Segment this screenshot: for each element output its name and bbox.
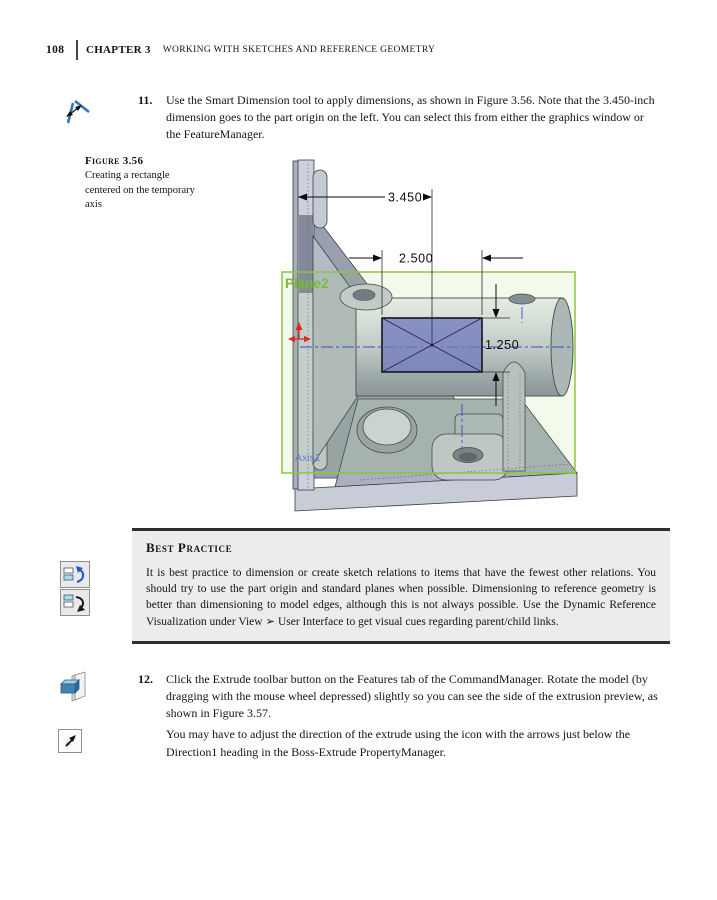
figure-caption-text: Creating a rectangle centered on the temporary axis	[85, 170, 195, 210]
chapter-label: CHAPTER 3	[85, 44, 151, 56]
dim-2500-text: 2.500	[399, 251, 434, 266]
step-12-number: 12.	[138, 672, 153, 686]
dim-3450-text: 3.450	[388, 190, 423, 205]
extruded-boss-icon	[58, 671, 90, 708]
figure-caption	[85, 155, 203, 213]
axis1-label: Axis1	[295, 452, 321, 464]
reverse-direction-icon	[60, 561, 90, 588]
best-practice-body: It is best practice to dimension or create sketch relations to items that have the fewest other relations. You should try to use the part origin and standard planes when possible. Dimensioning to reference geometry is better than dimensioning to model edges, although this is not always possible. Use the Dynamic Reference Visualization under View ➢ User Interface to get visual cues regarding parent/child links.	[146, 567, 656, 628]
direction-arrow-icon	[58, 729, 82, 753]
smart-dimension-icon	[60, 94, 92, 133]
figure-label: Figure 3.56	[85, 155, 144, 167]
plane2-label: Plane2	[285, 276, 329, 291]
best-practice-box	[132, 528, 670, 644]
step-12-note: You may have to adjust the direction of the extrude using the icon with the arrows just below the Direction1 heading in the Boss-Extrude PropertyManager.	[166, 727, 631, 759]
page-number: 108	[46, 44, 65, 56]
step-11	[138, 92, 658, 143]
page-header	[46, 40, 435, 60]
dim-1250-text: 1.250	[485, 338, 520, 352]
step-12-text: Click the Extrude toolbar button on the Features tab of the CommandManager. Rotate the model (by dragging with the mouse wheel depressed) slightly so you can see the side of the extrusion preview, as shown in Figure 3.57.	[166, 672, 658, 720]
reverse-direction-icons	[60, 561, 90, 616]
chapter-title: WORKING WITH SKETCHES AND REFERENCE GEOMETRY	[162, 45, 436, 55]
step-12	[138, 671, 660, 722]
reverse-direction-alt-icon	[60, 589, 90, 616]
best-practice-title: Best Practice	[146, 540, 233, 555]
step-11-number: 11.	[138, 93, 153, 107]
step-11-text: Use the Smart Dimension tool to apply dimensions, as shown in Figure 3.56. Note that the 3.450-inch dimension goes to the part origin on the left. You can select this from either the graphics window or the FeatureManager.	[166, 93, 655, 141]
header-divider	[76, 40, 78, 60]
figure-3-56-image	[265, 158, 645, 516]
